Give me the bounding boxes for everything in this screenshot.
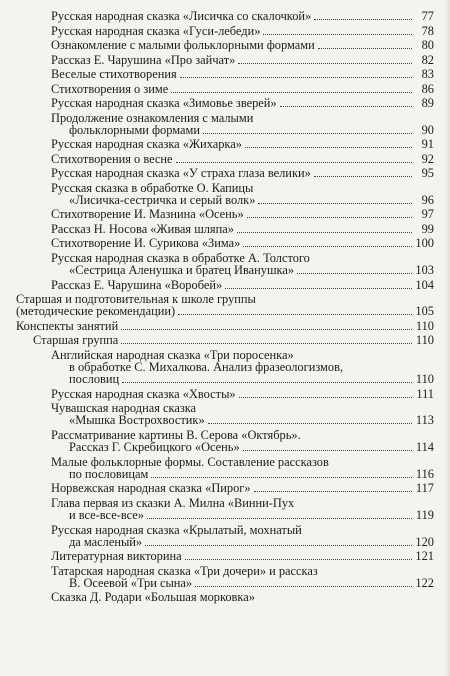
toc-entry-title: Русская сказка в обработке О. Капицы xyxy=(51,180,254,195)
toc-entry xyxy=(51,237,434,249)
toc-page-number: 86 xyxy=(421,81,434,96)
toc-entry-title-cont: «Лисичка-сестричка и серый волк» xyxy=(69,192,256,207)
toc-entry xyxy=(51,550,434,562)
toc-entry-title-cont: да масленый» xyxy=(69,534,143,549)
toc-section xyxy=(16,320,434,332)
toc-entry-title-cont: Рассказ Г. Скребицкого «Осень» xyxy=(69,440,240,455)
toc-subsection-title: Старшая группа xyxy=(33,333,119,348)
toc-page-number: 104 xyxy=(415,277,434,292)
toc-page-number: 105 xyxy=(415,304,434,319)
toc-entry-title: Веселые стихотворения xyxy=(51,67,177,81)
toc-entry xyxy=(51,349,434,386)
toc-section-title: Конспекты занятий xyxy=(16,318,119,333)
toc-entry-title: Норвежская народная сказка «Пирог» xyxy=(51,481,251,496)
toc-page-number: 80 xyxy=(421,38,434,52)
toc-entry xyxy=(51,388,434,400)
toc-entry-title: Стихотворения о зиме xyxy=(51,81,169,96)
toc-entry xyxy=(51,153,434,165)
toc-entry xyxy=(51,208,434,220)
toc-page-number: 117 xyxy=(415,481,434,496)
toc-entry xyxy=(51,497,434,521)
toc-page-number: 91 xyxy=(421,137,434,152)
toc-entry-title: Русская народная сказка в обработке А. Толстого xyxy=(51,250,310,265)
toc-entry-title-cont: фольклорными формами xyxy=(69,122,200,137)
toc-entry-title: Стихотворение И. Мазнина «Осень» xyxy=(51,207,244,222)
toc-page-number: 116 xyxy=(415,466,434,481)
toc-entry-title: Английская народная сказка «Три поросенка» xyxy=(51,347,294,362)
toc-entry-title: Рассказ Е. Чарушина «Воробей» xyxy=(51,277,223,292)
toc-entry-title: Чувашская народная сказка xyxy=(51,401,197,416)
toc-entry-title: Малые фольклорные формы. Составление рассказов xyxy=(51,454,329,469)
toc-entry-title-cont: пословиц xyxy=(69,372,120,387)
toc-page-number: 110 xyxy=(415,318,434,333)
toc-page-number: 92 xyxy=(421,151,434,166)
toc-entry xyxy=(51,279,434,291)
toc-page-number: 82 xyxy=(421,52,434,67)
page-edge-shadow xyxy=(444,0,450,676)
toc-entry-title: Рассматривание картины В. Серова «Октябрь». xyxy=(51,427,301,442)
toc-entry-title: Русская народная сказка «Хвосты» xyxy=(51,386,236,401)
toc-entry-title: Ознакомление с малыми фольклорными формами xyxy=(51,38,315,52)
toc-entry xyxy=(51,591,434,603)
toc-page-number: 96 xyxy=(421,192,434,207)
toc-page-number: 114 xyxy=(415,440,434,455)
toc-entry-title: Глава первая из сказки А. Милна «Винни-Пух xyxy=(51,495,295,510)
toc-page-number: 78 xyxy=(421,23,434,38)
toc-page-number: 95 xyxy=(421,166,434,181)
toc-page-number: 103 xyxy=(415,263,434,278)
toc-entry xyxy=(51,25,434,37)
toc-entry-title: Рассказ Н. Носова «Живая шляпа» xyxy=(51,221,234,236)
toc-entry xyxy=(51,138,434,150)
toc-entry xyxy=(51,10,434,22)
toc-page-number: 99 xyxy=(421,221,434,236)
toc-entry-title-cont: В. Осеевой «Три сына» xyxy=(69,575,193,590)
toc-entry-title: Стихотворение И. Сурикова «Зима» xyxy=(51,236,241,251)
toc-entry xyxy=(51,524,434,548)
toc-entry-title-cont: «Мышка Вострохвостик» xyxy=(69,413,205,428)
toc-entry xyxy=(51,68,434,80)
toc-page-number: 121 xyxy=(415,549,434,564)
toc-entry xyxy=(51,429,434,453)
toc-entry xyxy=(51,83,434,95)
toc-entry xyxy=(51,182,434,206)
toc-page-number: 97 xyxy=(421,207,434,222)
toc-page-number: 100 xyxy=(415,236,434,251)
toc-entry-title-cont: и все-все-все» xyxy=(69,507,144,522)
toc-page-number: 122 xyxy=(415,575,434,590)
toc-entry-title-cont: «Сестрица Аленушка и братец Иванушка» xyxy=(69,263,295,278)
toc-entry xyxy=(51,565,434,589)
toc-entry xyxy=(51,482,434,494)
toc-entry-title: Татарская народная сказка «Три дочери» и рассказ xyxy=(51,563,318,578)
toc-entry-title: Русская народная сказка «Зимовье зверей» xyxy=(51,96,277,110)
toc-entry-title: Сказка Д. Родари «Большая морковка» xyxy=(51,590,255,605)
toc-page-number: 110 xyxy=(415,333,434,348)
toc-section-title: Старшая и подготовительная к школе группы xyxy=(16,292,256,307)
toc-subsection xyxy=(33,334,434,346)
toc-entry xyxy=(51,456,434,480)
toc-page-number: 111 xyxy=(416,386,434,401)
toc-page-number: 83 xyxy=(421,67,434,81)
toc-page-number: 110 xyxy=(415,372,434,387)
toc-page-number: 89 xyxy=(421,96,434,110)
toc-entry-title-cont: по пословицам xyxy=(69,466,149,481)
toc-entry-title-cont: в обработке С. Михалкова. Анализ фразеологизмов, xyxy=(69,359,344,374)
toc-entry xyxy=(51,223,434,235)
toc-entry-title: Продолжение ознакомления с малыми xyxy=(51,110,254,125)
toc-entry xyxy=(51,54,434,66)
toc-entry xyxy=(51,112,434,136)
toc-page-number: 119 xyxy=(415,507,434,522)
toc-section xyxy=(16,293,434,317)
toc-entry-title: Русская народная сказка «Крылатый, мохнатый xyxy=(51,522,302,537)
toc-entry-title: Русская народная сказка «У страха глаза велики» xyxy=(51,166,311,181)
toc-page-number: 113 xyxy=(415,413,434,428)
toc-entry-title: Стихотворения о весне xyxy=(51,151,173,166)
toc-entry-title: Литературная викторина xyxy=(51,549,182,564)
toc-entry-title: Русская народная сказка «Гуси-лебеди» xyxy=(51,23,261,38)
toc-entry xyxy=(51,167,434,179)
toc-page-number: 90 xyxy=(421,122,434,137)
toc-entry-title: Русская народная сказка «Лисичка со скалочкой» xyxy=(51,9,312,23)
toc-entry-title: Русская народная сказка «Жихарка» xyxy=(51,137,242,152)
toc-page-number: 120 xyxy=(415,534,434,549)
toc-entry xyxy=(51,402,434,426)
toc-entry xyxy=(51,97,434,109)
toc-section-title-cont: (методические рекомендации) xyxy=(16,304,176,319)
toc-entry xyxy=(51,252,434,276)
toc-page-number: 77 xyxy=(421,9,434,23)
toc-entry-title: Рассказ Е. Чарушина «Про зайчат» xyxy=(51,52,236,67)
toc-entry xyxy=(51,39,434,51)
